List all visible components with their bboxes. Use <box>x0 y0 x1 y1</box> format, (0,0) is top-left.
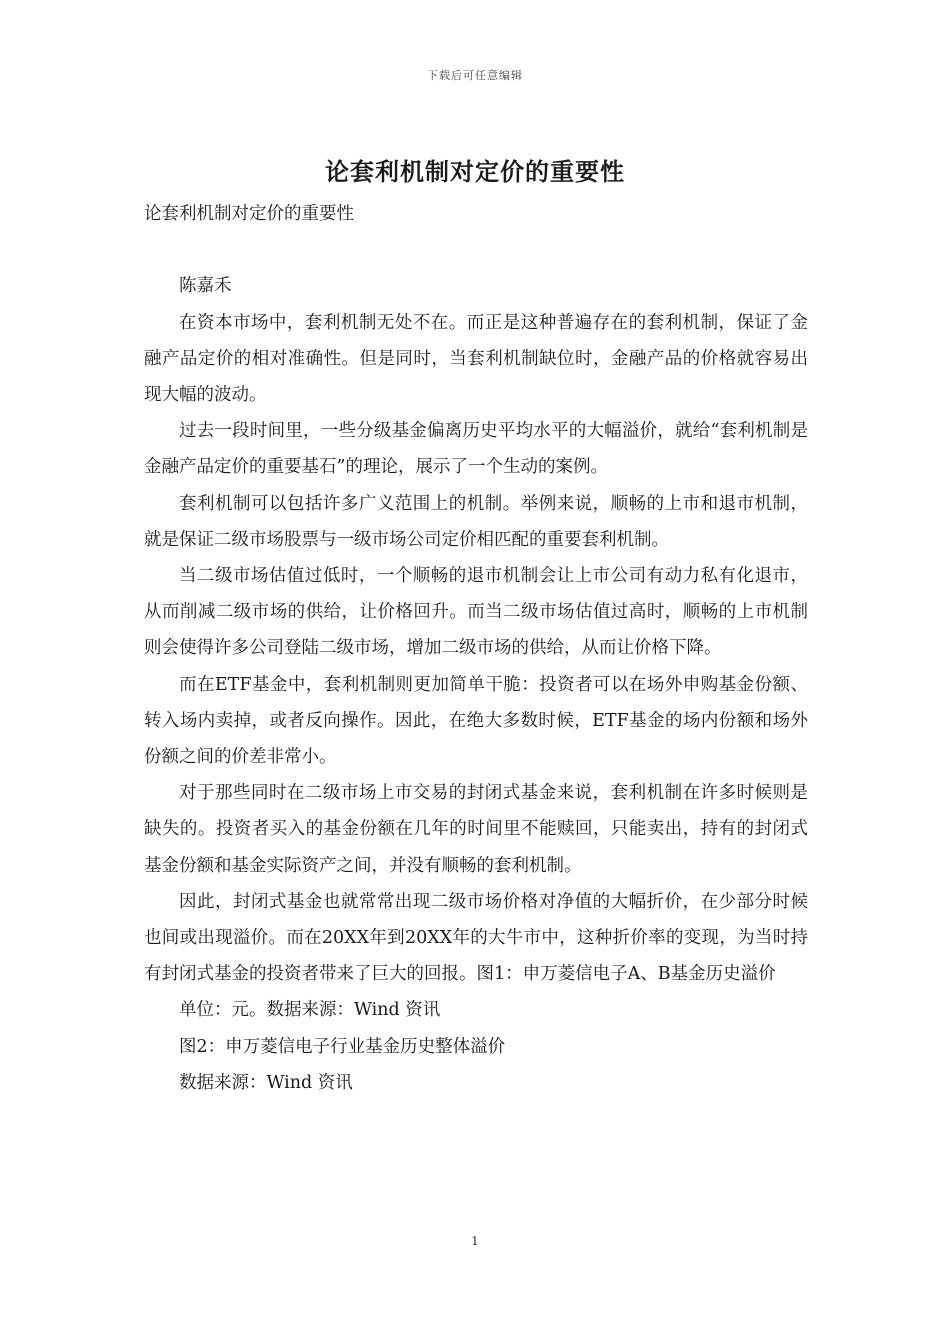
header-note: 下载后可任意编辑 <box>427 69 523 82</box>
page-number: 1 <box>471 1234 479 1248</box>
paragraph: 在资本市场中，套利机制无处不在。而正是这种普遍存在的套利机制，保证了金融产品定价的相对准确性。但是同时，当套利机制缺位时，金融产品的价格就容易出现大幅的波动。 <box>144 312 808 405</box>
document-body <box>144 196 808 1101</box>
paragraph: 过去一段时间里，一些分级基金偏离历史平均水平的大幅溢价，就给“套利机制是金融产品定价的重要基石”的理论，展示了一个生动的案例。 <box>144 421 808 478</box>
paragraph: 而在ETF基金中，套利机制则更加简单干脆：投资者可以在场外申购基金份额、转入场内卖掉，或者反向操作。因此，在绝大多数时候，ETF基金的场内份额和场外份额之间的价差非常小。 <box>144 674 808 768</box>
paragraph: 因此，封闭式基金也就常常出现二级市场价格对净值的大幅折价，在少部分时候也间或出现溢价。而在20XX年到20XX年的大牛市中，这种折价率的变现，为当时持有封闭式基金的投资者带来了巨大的回报。图1：申万菱信电子A、B基金历史溢价 <box>144 891 808 985</box>
paragraph: 对于那些同时在二级市场上市交易的封闭式基金来说，套利机制在许多时候则是缺失的。投资者买入的基金份额在几年的时间里不能赎回，只能卖出，持有的封闭式基金份额和基金实际资产之间，并没有顺畅的套利机制。 <box>144 783 808 876</box>
paragraph: 当二级市场估值过低时，一个顺畅的退市机制会让上市公司有动力私有化退市，从而削减二级市场的供给，让价格回升。而当二级市场估值过高时，顺畅的上市机制则会使得许多公司登陆二级市场，增加二级市场的供给，从而让价格下降。 <box>144 566 808 659</box>
figure-caption: 图2：申万菱信电子行业基金历史整体溢价 <box>179 1036 506 1057</box>
paragraph: 套利机制可以包括许多广义范围上的机制。举例来说，顺畅的上市和退市机制，就是保证二级市场股票与一级市场公司定价相匹配的重要套利机制。 <box>144 493 808 550</box>
blank-line <box>144 232 808 268</box>
author-line: 陈嘉禾 <box>179 276 232 297</box>
figure-source-note: 数据来源：Wind 资讯 <box>179 1072 353 1093</box>
figure-source-note: 单位：元。数据来源：Wind 资讯 <box>179 1000 441 1021</box>
subtitle-line: 论套利机制对定价的重要性 <box>144 204 354 224</box>
document-title: 论套利机制对定价的重要性 <box>325 158 625 186</box>
